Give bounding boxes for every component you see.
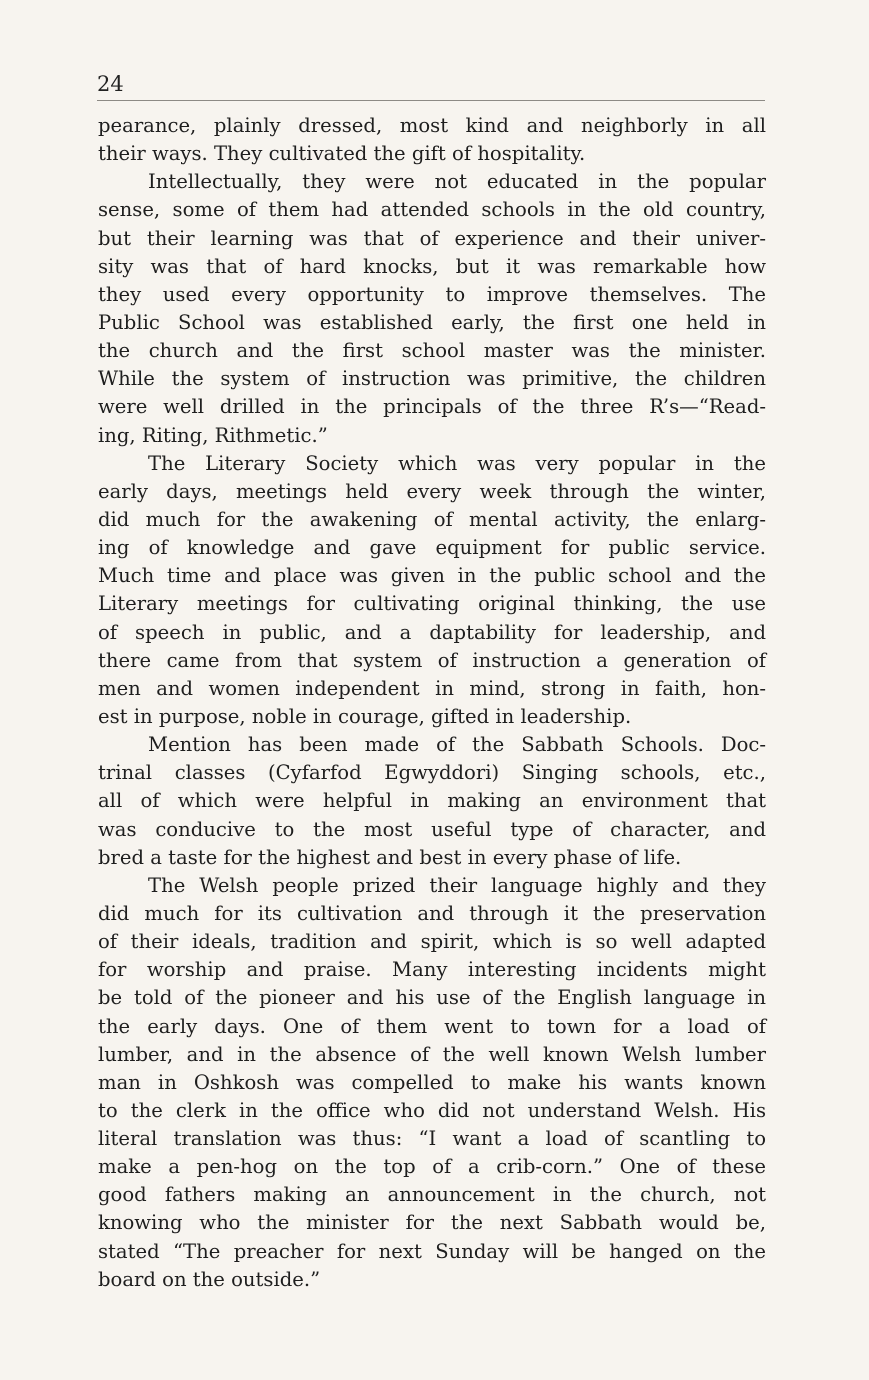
text-line: ing, Riting, Rithmetic.” — [98, 423, 328, 447]
body-text — [98, 112, 766, 1294]
text-line: they used every opportunity to improve themselves. The — [98, 282, 766, 306]
text-line: for worship and praise. Many interesting incidents might — [98, 958, 766, 982]
text-line: ing of knowledge and gave equipment for public service. — [98, 536, 766, 560]
text-line: did much for its cultivation and through it the preservation — [98, 901, 766, 925]
text-line: of speech in public, and a daptability for leadership, and — [98, 620, 766, 644]
text-line: man in Oshkosh was compelled to make his wants known — [98, 1070, 766, 1094]
text-line: Literary meetings for cultivating original thinking, the use — [98, 592, 766, 616]
text-line: their ways. They cultivated the gift of hospitality. — [98, 142, 586, 166]
text-line: pearance, plainly dressed, most kind and neighborly in all — [98, 114, 766, 137]
text-line: be told of the pioneer and his use of the English language in — [98, 986, 766, 1010]
page-header — [97, 72, 765, 101]
text-line: Much time and place was given in the public school and the — [98, 564, 766, 588]
text-line: to the clerk in the office who did not understand Welsh. His — [98, 1098, 766, 1122]
text-line: trinal classes (Cyfarfod Egwyddori) Singing schools, etc., — [98, 761, 766, 785]
text-line: Intellectually, they were not educated in the popular — [148, 170, 766, 194]
text-line: the church and the first school master was the minister. — [98, 339, 766, 363]
text-line: The Literary Society which was very popular in the — [148, 451, 766, 475]
text-line: stated “The preacher for next Sunday will be hanged on the — [98, 1239, 766, 1263]
text-line: men and women independent in mind, strong in faith, hon- — [98, 676, 766, 700]
text-line: early days, meetings held every week through the winter, — [98, 479, 766, 503]
text-line: all of which were helpful in making an environment that — [98, 789, 766, 813]
text-line: est in purpose, noble in courage, gifted in leadership. — [98, 704, 632, 728]
page-number: 24 — [97, 72, 124, 96]
text-line: board on the outside.” — [98, 1267, 321, 1291]
text-line: literal translation was thus: “I want a load of scantling to — [98, 1127, 766, 1151]
text-line: but their learning was that of experience and their univer- — [98, 226, 766, 250]
text-line: bred a taste for the highest and best in every phase of life. — [98, 845, 682, 869]
text-line: make a pen-hog on the top of a crib-corn.” One of these — [98, 1155, 766, 1179]
text-line: sity was that of hard knocks, but it was remarkable how — [98, 254, 766, 278]
text-line: While the system of instruction was primitive, the children — [98, 367, 766, 391]
text-line: Public School was established early, the first one held in — [98, 310, 766, 334]
text-line: lumber, and in the absence of the well known Welsh lumber — [98, 1042, 766, 1066]
text-line: sense, some of them had attended schools in the old country, — [98, 198, 766, 222]
text-line: of their ideals, tradition and spirit, which is so well adapted — [98, 930, 766, 954]
text-line: there came from that system of instruction a generation of — [98, 648, 766, 672]
text-line: did much for the awakening of mental activity, the enlarg- — [98, 507, 766, 531]
text-line: good fathers making an announcement in the church, not — [98, 1183, 766, 1207]
text-line: The Welsh people prized their language highly and they — [148, 873, 766, 897]
text-line: Mention has been made of the Sabbath Schools. Doc- — [148, 733, 766, 757]
text-line: was conducive to the most useful type of character, and — [98, 817, 766, 841]
text-line: knowing who the minister for the next Sabbath would be, — [98, 1211, 766, 1235]
text-line: the early days. One of them went to town for a load of — [98, 1014, 766, 1038]
text-line: were well drilled in the principals of the three R’s—“Read- — [98, 395, 766, 419]
